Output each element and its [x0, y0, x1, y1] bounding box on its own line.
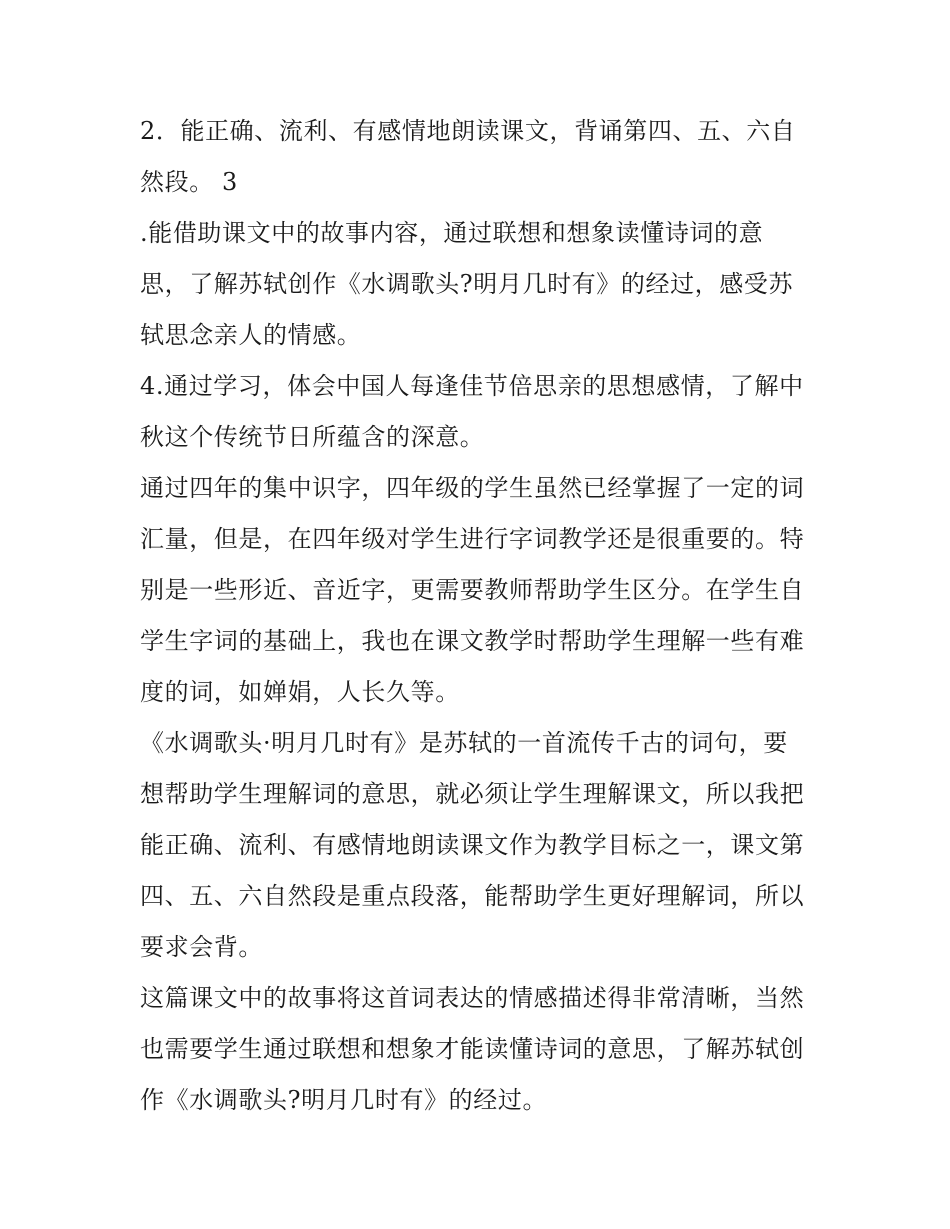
body-text [140, 106, 820, 1126]
text-line: 然段。 3 [140, 168, 238, 196]
text-line: 要求会背。 [140, 933, 263, 961]
text-line: 通过四年的集中识字，四年级的学生虽然已经掌握了一定的词 [140, 474, 805, 502]
text-line: 四、五、六自然段是重点段落，能帮助学生更好理解词，所以 [140, 882, 805, 910]
text-line: 秋这个传统节日所蕴含的深意。 [140, 423, 485, 451]
text-line: 也需要学生通过联想和想象才能读懂诗词的意思，了解苏轼创 [140, 1035, 805, 1063]
text-line: 学生字词的基础上，我也在课文教学时帮助学生理解一些有难 [140, 627, 805, 655]
text-line: 4.通过学习，体会中国人每逢佳节倍思亲的思想感情，了解中 [140, 372, 804, 400]
text-line: 作《水调歌头?明月几时有》的经过。 [140, 1086, 548, 1114]
text-line: 思，了解苏轼创作《水调歌头?明月几时有》的经过，感受苏 [140, 270, 794, 298]
text-line: 2．能正确、流利、有感情地朗读课文，背诵第四、五、六自 [140, 117, 796, 145]
text-line: 度的词，如婵娟，人长久等。 [140, 678, 460, 706]
text-line: 别是一些形近、音近字，更需要教师帮助学生区分。在学生自 [140, 576, 805, 604]
text-line: 汇量，但是，在四年级对学生进行字词教学还是很重要的。特 [140, 525, 805, 553]
text-line: 《水调歌头·明月几时有》是苏轼的一首流传千古的词句，要 [140, 729, 788, 757]
text-line: 能正确、流利、有感情地朗读课文作为教学目标之一，课文第 [140, 831, 805, 859]
text-line: .能借助课文中的故事内容，通过联想和想象读懂诗词的意 [140, 219, 764, 247]
text-line: 轼思念亲人的情感。 [140, 321, 362, 349]
text-line: 这篇课文中的故事将这首词表达的情感描述得非常清晰，当然 [140, 984, 805, 1012]
text-line: 想帮助学生理解词的意思，就必须让学生理解课文，所以我把 [140, 780, 805, 808]
